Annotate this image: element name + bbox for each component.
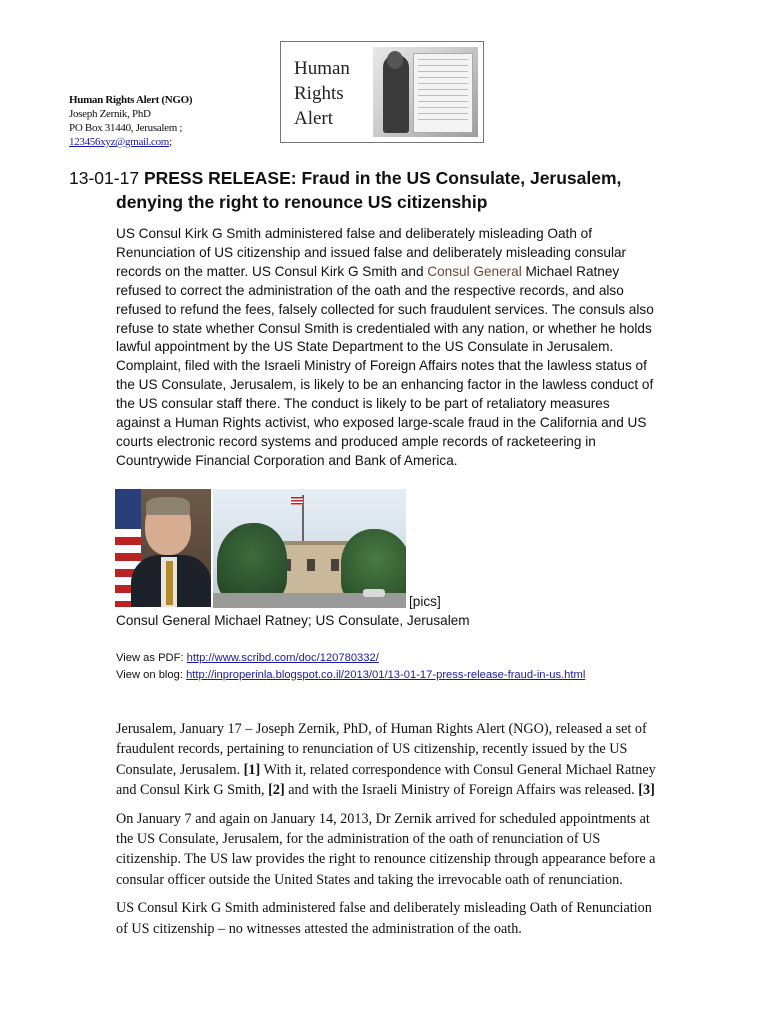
p1-text-c: and with the Israeli Ministry of Foreign Affairs was released. [284,782,639,799]
logo-line-1: Human [294,58,350,79]
consul-portrait-photo [115,489,211,607]
body-paragraph-2: On January 7 and again on January 14, 2013, Dr Zernik arrived for scheduled appointments at the US Consulate, Jerusalem, for the administration of the oath of renunciation of US citizenship. The US law provides the right to renounce citizenship through appearance before a consular officer outside the United States and taking the irrevocable oath of renunciation. [116,810,656,888]
contact-block [69,93,192,149]
page-title [69,166,709,190]
pdf-link-label: View as PDF: [116,652,187,664]
body-text [116,719,656,947]
p1-text-b: With it, related correspondence with Consul General Michael Ratney and Consul Kirk G Smith, [116,761,656,799]
links-block [116,650,656,683]
human-rights-alert-logo [280,41,484,143]
pdf-link[interactable]: http://www.scribd.com/doc/120780332/ [186,652,379,664]
summary-part-2: Michael Ratney refused to correct the administration of the oath and the respective records, and also refused to refund the fees, falsely collected for such fraudulent services. The consuls also refuse to state whether Consul Smith is credentialed with any nation, or whether he holds lawful appointment by the US State Department to the US Consulate in Jerusalem. Complaint, filed with the Israeli Ministry of Foreign Affairs notes that the lawless status of the US Consulate, Jerusalem, is likely to be an enhancing factor in the lawless conduct of the US consular staff there. The conduct is likely to be part of retaliatory measures against a Human Rights activist, who exposed large-scale fraud in the California and US courts electronic record systems and produced ample records of racketeering in Countrywide Financial Corporation and Bank of America. [116,263,654,468]
reference-1: [1] [243,761,261,778]
title-line-2: denying the right to renounce US citizenship [116,192,488,212]
title-line-1: PRESS RELEASE: Fraud in the US Consulate, Jerusalem, [143,168,622,188]
consulate-building-photo [213,489,406,608]
title-date: 13-01-17 [69,168,140,188]
summary-paragraph [116,225,656,471]
summary-part-1: US Consul Kirk G Smith administered false and deliberately misleading Oath of Renunciation of US citizenship and issued false and deliberately misleading consular records on the matter. US Consul Kirk G Smith and [116,226,627,279]
email-suffix: ; [169,136,172,148]
blog-link-label: View on blog: [116,668,187,681]
p1-text-a: Jerusalem, January 17 – Joseph Zernik, PhD, of Human Rights Alert (NGO), released a set of fraudulent records, pertaining to renunciation of US citizenship, recently issued by the US Consulate, Jerusalem. [116,721,647,778]
photo-caption: Consul General Michael Ratney; US Consulate, Jerusalem [116,613,470,628]
contact-person: Joseph Zernik, PhD [69,108,151,120]
logo-line-2: Rights [294,83,344,104]
logo-photo [373,47,478,137]
blog-link[interactable]: http://inproperinla.blogspot.co.il/2013/01/13-01-17-press-release-fraud-in-us.html [186,668,586,681]
reference-3: [3] [638,782,655,799]
contact-address: PO Box 31440, Jerusalem ; [69,122,183,134]
contact-email-link[interactable]: 123456xyz@gmail.com [69,136,170,148]
reference-2: [2] [268,782,285,799]
pics-label: [pics] [409,594,441,609]
summary-consul-general: Consul General [427,263,522,279]
org-name: Human Rights Alert (NGO) [69,94,193,106]
logo-line-3: Alert [294,108,334,129]
body-paragraph-3: US Consul Kirk G Smith administered false and deliberately misleading Oath of Renunciation of US citizenship – no witnesses attested the administration of the oath. [116,900,652,937]
body-paragraph-1 [116,719,656,801]
logo-text [294,56,350,131]
